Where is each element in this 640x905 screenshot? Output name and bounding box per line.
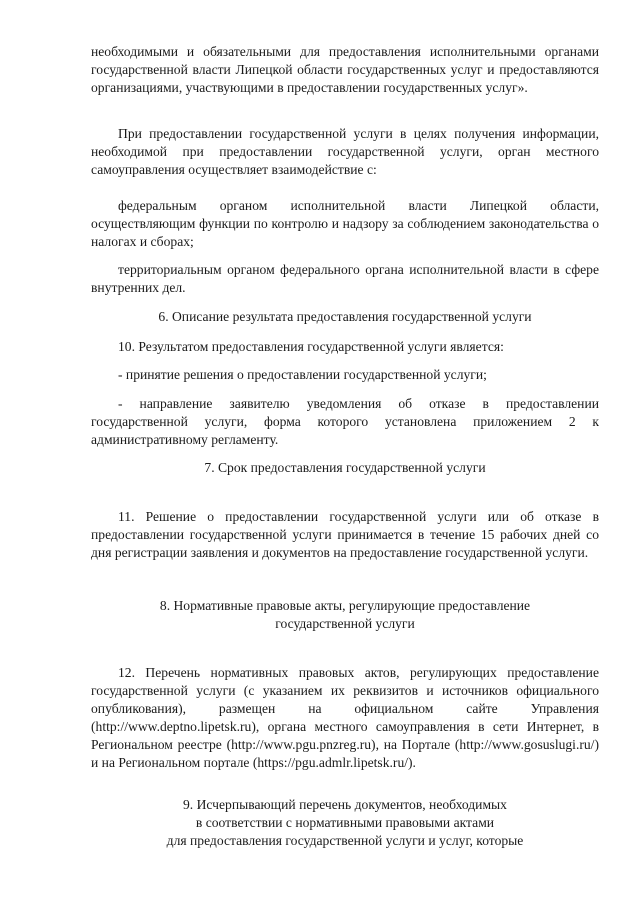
paragraph-item-12: 12. Перечень нормативных правовых актов, регулирующих предоставление государственной услуги (с указанием их реквизитов и источников официального опубликования), размещен на официальном сайте Управления (http://www.deptno.lipetsk.ru), органа местного самоуправления в сети Интернет, в Региональном реестре (http://www.pgu.pnzreg.ru), на Портале (http://www.gosuslugi.ru/) и на Региональном портале (https://pgu.admlr.lipetsk.ru/). (91, 665, 599, 770)
paragraph-territorial-body: территориальным органом федерального органа исполнительной власти в сфере внутренних дел. (91, 262, 599, 295)
section-heading-8-line-2: государственной услуги (275, 616, 415, 631)
paragraph-interaction: При предоставлении государственной услуги в целях получения информации, необходимой при предоставлении государственной услуги, орган местного самоуправления осуществляет взаимодействие с: (91, 126, 599, 177)
section-heading-9-line-1: 9. Исчерпывающий перечень документов, необходимых (183, 797, 507, 812)
paragraph-continuation: необходимыми и обязательными для предоставления исполнительными органами государственной власти Липецкой области государственных услуг и предоставляются организациями, участвующими в предоставлении государственных услуг». (91, 44, 599, 95)
section-heading-7: 7. Срок предоставления государственной услуги (204, 460, 486, 475)
section-heading-6: 6. Описание результата предоставления государственной услуги (158, 309, 532, 324)
paragraph-federal-body: федеральным органом исполнительной власти Липецкой области, осуществляющим функции по контролю и надзору за соблюдением законодательства о налогах и сборах; (91, 198, 599, 249)
list-item-decision: - принятие решения о предоставлении государственной услуги; (118, 367, 487, 382)
list-item-notification: - направление заявителю уведомления об отказе в предоставлении государственной услуги, форма которого установлена приложением 2 к административному регламенту. (91, 396, 599, 447)
section-heading-8-line-1: 8. Нормативные правовые акты, регулирующие предоставление (159, 598, 531, 613)
paragraph-item-10: 10. Результатом предоставления государственной услуги является: (118, 339, 504, 354)
paragraph-item-11: 11. Решение о предоставлении государственной услуги или об отказе в предоставлении государственной услуги принимается в течение 15 рабочих дней со дня регистрации заявления и документов на предоставление государственной услуги. (91, 509, 599, 560)
section-heading-9-line-2: в соответствии с нормативными правовыми актами (195, 815, 495, 830)
section-heading-9-line-3: для предоставления государственной услуги и услуг, которые (166, 833, 524, 848)
